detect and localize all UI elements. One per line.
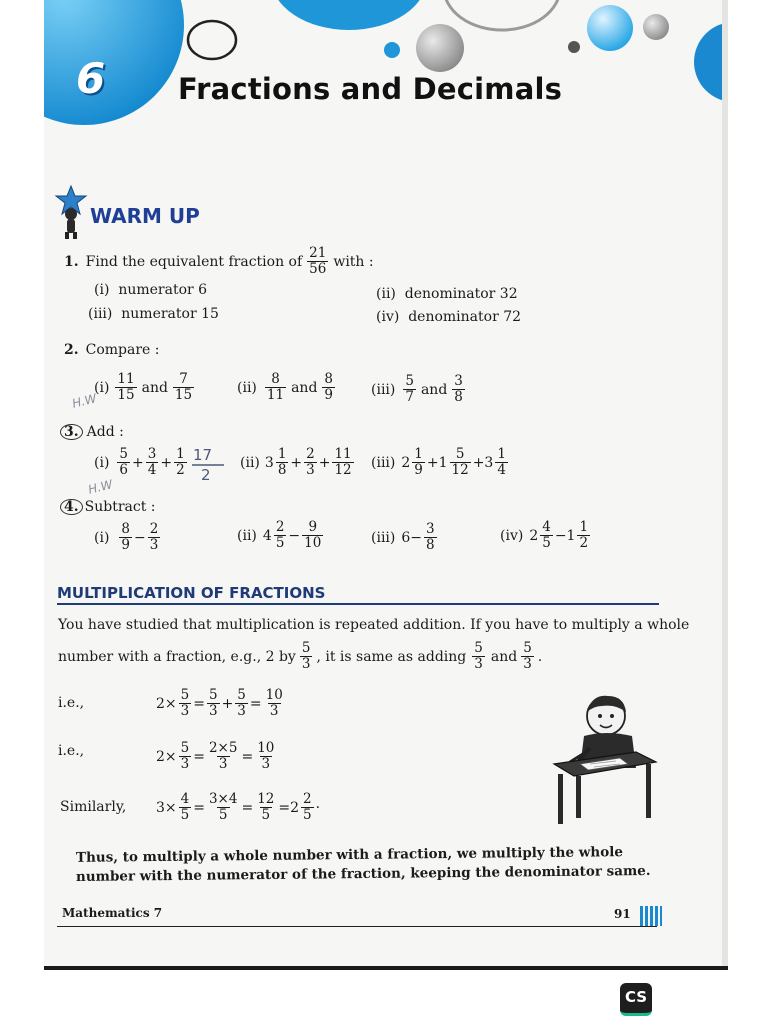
- section-heading: MULTIPLICATION OF FRACTIONS: [57, 584, 326, 602]
- intro-line-2: number with a fraction, e.g., 2 by $\frac{5}{3}$ , it is same as adding $\frac{5}{3}$ and $\frac{5}{3}$ .: [58, 640, 543, 673]
- footer-book-title: Mathematics 7: [62, 906, 163, 920]
- intro-line-1: You have studied that multiplication is repeated addition. If you have to multiply a whole: [58, 617, 690, 633]
- q1-part-iv: (iv) denominator 72: [376, 309, 522, 325]
- q3-part-ii: (ii) 3 $\frac{1}{8}$ + $\frac{2}{3}$ + $\frac{11}{12}$: [240, 446, 352, 479]
- q2-part-iii: (iii) $\frac{5}{7}$ and $\frac{3}{8}$: [371, 373, 463, 406]
- warm-up-heading: WARM UP: [90, 204, 200, 228]
- small-blue-dot: [384, 42, 400, 58]
- page-bottom-edge: [44, 966, 728, 970]
- question-2: 2. Compare :: [64, 342, 160, 358]
- camscanner-logo: CS: [620, 983, 652, 1016]
- right-blue-circle: [694, 22, 722, 102]
- ie-label-2: i.e.,: [58, 743, 85, 759]
- footer-rule: [57, 926, 657, 927]
- svg-text:2: 2: [201, 466, 211, 482]
- big-blue-circle: [44, 0, 184, 125]
- q4-part-ii: (ii) 4 $\frac{2}{5}$ − $\frac{9}{10}$: [237, 519, 322, 552]
- boy-writing-illustration: [550, 690, 662, 830]
- ring-outline-large: [444, 0, 560, 30]
- grey-ball: [416, 24, 464, 72]
- light-grey-dot: [643, 14, 669, 40]
- top-blue-arc: [271, 0, 427, 30]
- example-2: 2× $\frac{5}{3}$ = $\frac{2\times 5}{3}$ = $\frac{10}{3}$: [156, 740, 275, 773]
- ring-outline-small: [188, 21, 236, 59]
- footer-page-number: 91: [614, 907, 631, 921]
- star-mascot-icon: [54, 184, 88, 240]
- svg-text:17: 17: [193, 446, 213, 464]
- summary-line-2: number with the numerator of the fraction, keeping the denominator same.: [75, 862, 651, 886]
- example-1: 2× $\frac{5}{3}$ = $\frac{5}{3}$ + $\frac{5}{3}$ = $\frac{10}{3}$: [156, 687, 283, 720]
- q2-part-ii: (ii) $\frac{8}{11}$ and $\frac{8}{9}$: [237, 371, 333, 404]
- header-decoration: [44, 0, 722, 140]
- q1-part-iii: (iii) numerator 15: [88, 306, 219, 322]
- blue-ball: [587, 5, 633, 51]
- textbook-page: [44, 0, 722, 968]
- question-1: [64, 246, 374, 277]
- similarly-label: Similarly,: [60, 799, 127, 815]
- question-text-end: with :: [333, 253, 374, 270]
- example-3: 3× $\frac{4}{5}$ = $\frac{3\times 4}{5}$ = $\frac{12}{5}$ =2 $\frac{2}{5}$ ·: [156, 791, 321, 824]
- q4-part-i: (i) $\frac{8}{9}$ − $\frac{2}{3}$: [94, 521, 159, 554]
- question-4: 4. Subtract :: [60, 499, 156, 515]
- q1-part-ii: (ii) denominator 32: [376, 286, 518, 302]
- small-grey-dot: [568, 41, 580, 53]
- handwritten-hw-1: H.W: [70, 391, 99, 411]
- section-rule: [57, 603, 659, 605]
- q1-part-i: (i) numerator 6: [94, 282, 208, 298]
- q4-part-iv: (iv) 2 $\frac{4}{5}$ −1 $\frac{1}{2}$: [500, 519, 589, 552]
- question-3: 3. Add :: [60, 424, 124, 440]
- page-edge-shadow: [722, 0, 728, 968]
- question-text: Find the equivalent fraction of: [85, 253, 303, 270]
- ie-label-1: i.e.,: [58, 695, 85, 711]
- fraction-21-56: $\frac{21}{56}$: [309, 245, 327, 278]
- footer-blue-bars: [640, 906, 662, 926]
- q2-part-i: (i) $\frac{11}{15}$ and $\frac{7}{15}$: [94, 371, 193, 404]
- q3-part-i: (i) $\frac{5}{6}$ + $\frac{3}{4}$ + $\frac{1}{2}$: [94, 446, 185, 479]
- chapter-number: 6: [76, 54, 106, 103]
- question-number: 1.: [64, 253, 79, 270]
- q3-part-iii: (iii) 2 $\frac{1}{9}$ +1 $\frac{5}{12}$ +3 $\frac{1}{4}$: [371, 446, 506, 479]
- summary-line-1: Thus, to multiply a whole number with a fraction, we multiply the whole: [75, 844, 623, 866]
- q4-part-iii: (iii) 6− $\frac{3}{8}$: [371, 521, 435, 554]
- chapter-title: Fractions and Decimals: [178, 72, 563, 106]
- handwritten-answer-17-2: [192, 446, 226, 482]
- handwritten-hw-2: H.W: [86, 477, 115, 497]
